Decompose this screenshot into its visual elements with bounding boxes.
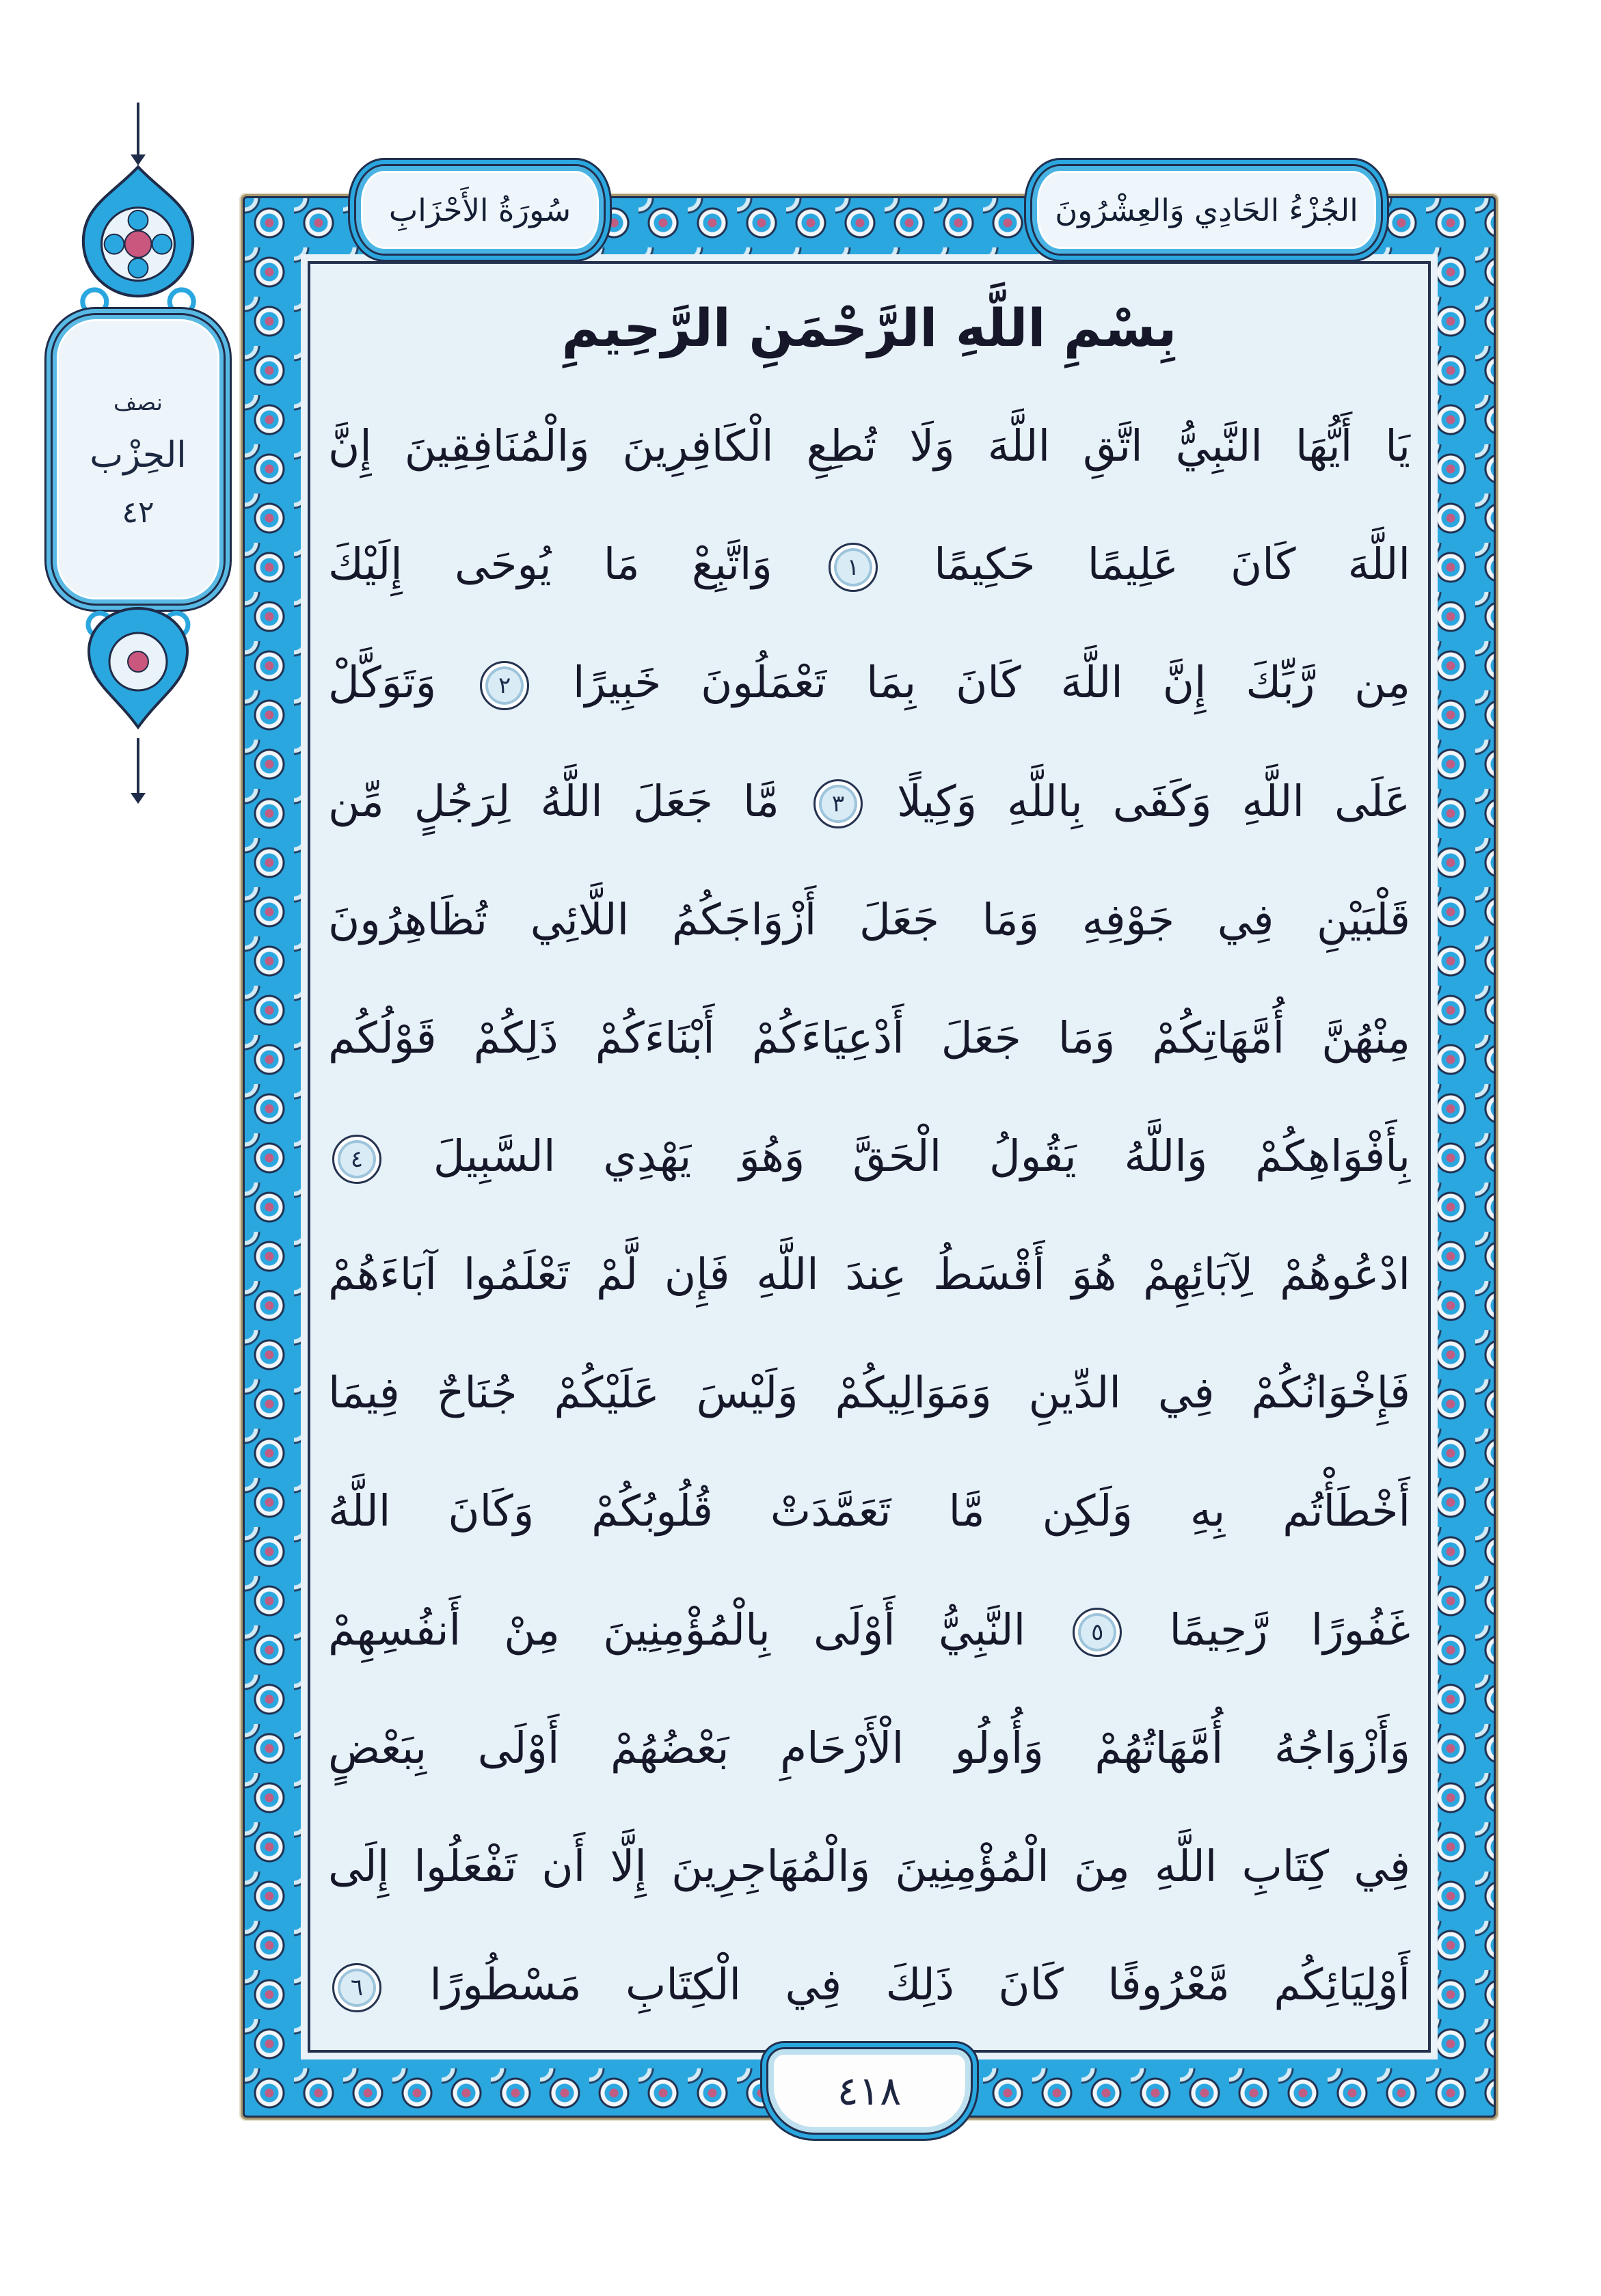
dome-rosette-icon [66,163,210,317]
arrow-down-icon [131,154,146,165]
aya-end-marker-3: ٣ [813,779,863,828]
quran-line-14 [328,1926,1410,2044]
quran-line-12 [328,1690,1410,1808]
quran-line-3 [328,624,1410,742]
verse-text: أَخْطَأْتُم بِهِ وَلَكِن مَّا تَعَمَّدَتْ قُلُوبُكُمْ وَكَانَ اللَّهُ [328,1486,1410,1537]
aya-end-marker-5: ٥ [1073,1608,1122,1657]
hizb-marker-ornament [36,103,241,902]
basmala-line: بِسْمِ اللَّهِ الرَّحْمَنِ الرَّحِيمِ [561,297,1177,358]
verse-text: النَّبِيُّ أَوْلَى بِالْمُؤْمِنِينَ مِنْ أَنفُسِهِمْ [328,1604,1026,1655]
quran-line-1 [328,388,1410,506]
verse-text: غَفُورًا رَّحِيمًا [1169,1604,1411,1655]
verse-text: وَتَوَكَّلْ [328,658,437,708]
verse-text: فَإِخْوَانُكُمْ فِي الدِّينِ وَمَوَالِيكُمْ وَلَيْسَ عَلَيْكُمْ جُنَاحٌ فِيمَا [328,1368,1410,1418]
hizb-number: ٤٢ [122,495,154,530]
verse-text: مِنْهُنَّ أُمَّهَاتِكُمْ وَمَا جَعَلَ أَدْعِيَاءَكُمْ أَبْنَاءَكُمْ ذَلِكُمْ قَوْلُكُم [328,1012,1410,1063]
quran-line-10 [328,1453,1410,1571]
arrow-down-icon [131,793,146,804]
quran-line-2 [328,506,1410,624]
verse-text: وَاتَّبِعْ مَا يُوحَى إِلَيْكَ [328,539,772,590]
decorative-border-frame [245,191,1494,2116]
aya-end-marker-2: ٢ [480,661,529,710]
quran-line-4 [328,743,1410,861]
juz-title-cartouche [1030,164,1383,256]
quran-line-6 [328,980,1410,1098]
frame-inner-gap [301,254,1438,2059]
ornament-stem-bottom [137,738,139,801]
verse-text: بِأَفْوَاهِكُمْ وَاللَّهُ يَقُولُ الْحَقَّ وَهُوَ يَهْدِي السَّبِيلَ [433,1131,1410,1181]
hizb-word-top: نصف [113,389,163,416]
quran-line-11 [328,1571,1410,1690]
verse-text: أَوْلِيَائِكُم مَّعْرُوفًا كَانَ ذَلِكَ فِي الْكِتَابِ مَسْطُورًا [429,1959,1410,2010]
verse-text: قَلْبَيْنِ فِي جَوْفِهِ وَمَا جَعَلَ أَزْوَاجَكُمُ اللَّائِي تُظَاهِرُونَ [328,894,1410,945]
quran-line-13 [328,1808,1410,1926]
juz-title: الجُزْءُ الحَادِي وَالعِشْرُونَ [1055,191,1358,228]
page-number: ٤١٨ [837,2068,902,2114]
hizb-cartouche [51,313,226,606]
ornament-stem-top [137,103,139,163]
verse-text: مَّا جَعَلَ اللَّهُ لِرَجُلٍ مِّن [328,776,779,826]
verse-text: وَأَزْوَاجُهُ أُمَّهَاتُهُمْ وَأُولُو الْأَرْحَامِ بَعْضُهُمْ أَوْلَى بِبَعْضٍ [328,1723,1410,1773]
hizb-word-main: الحِزْب [90,435,187,476]
quran-line-8 [328,1216,1410,1334]
quran-text-area [328,269,1410,2044]
aya-end-marker-4: ٤ [332,1135,381,1184]
verse-text: يَا أَيُّهَا النَّبِيُّ اتَّقِ اللَّهَ وَلَا تُطِعِ الْكَافِرِينَ وَالْمُنَافِقِينَ إِنَّ [328,421,1410,472]
quran-line-5 [328,861,1410,980]
verse-text: عَلَى اللَّهِ وَكَفَى بِاللَّهِ وَكِيلًا [897,776,1411,826]
page-number-tab [766,2047,973,2135]
verse-text: فِي كِتَابِ اللَّهِ مِنَ الْمُؤْمِنِينَ وَالْمُهَاجِرِينَ إِلَّا أَن تَفْعَلُوا إِلَى [328,1841,1410,1891]
aya-end-marker-6: ٦ [332,1963,381,2012]
surah-title-cartouche [354,164,606,256]
quran-line-9 [328,1334,1410,1453]
text-panel [308,261,1431,2053]
quran-line-7 [328,1098,1410,1216]
surah-title: سُورَةُ الأَحْزَابِ [388,191,571,228]
verse-text: مِن رَّبِّكَ إِنَّ اللَّهَ كَانَ بِمَا تَعْمَلُونَ خَبِيرًا [573,658,1411,708]
aya-end-marker-1: ١ [829,543,878,592]
pendant-rosette-icon [66,602,210,738]
verse-text: ادْعُوهُمْ لِآبَائِهِمْ هُوَ أَقْسَطُ عِندَ اللَّهِ فَإِن لَّمْ تَعْلَمُوا آبَاءَهُمْ [328,1250,1410,1300]
verse-text: اللَّهَ كَانَ عَلِيمًا حَكِيمًا [934,539,1410,590]
